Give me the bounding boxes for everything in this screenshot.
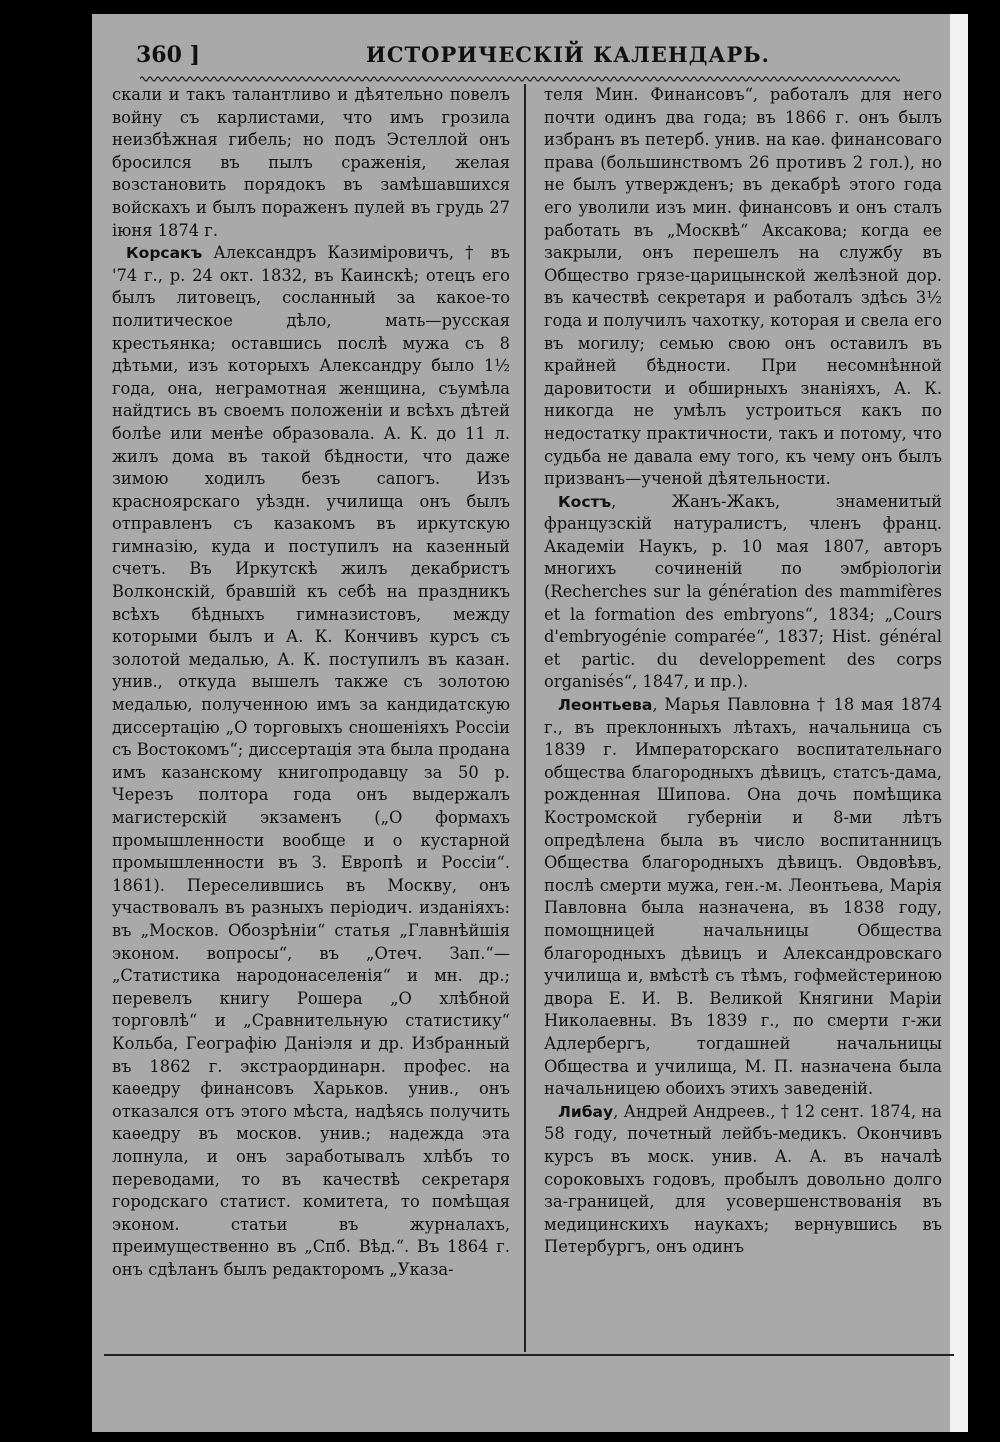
page-header (136, 42, 906, 76)
entry-paragraph (544, 694, 942, 1101)
right-column (544, 84, 942, 1352)
entry-text: теля Мин. Финансовъ“, работалъ для него почти одинъ два года; въ 1866 г. онъ былъ избранъ въ петерб. унив. на каѳ. финансоваго права (большинствомъ 26 противъ 2 гол.), но не былъ утвержденъ; въ декабрѣ этого года его уволили изъ мин. финансовъ и онъ сталъ работать въ „Москвѣ“ Аксакова; когда ее закрыли, онъ перешелъ на службу въ Общество грязе-царицынской желѣзной дор. въ качествѣ секретаря и работалъ здѣсь 3½ года и получилъ чахотку, которая и свела его въ могилу; семью свою онъ оставилъ въ крайней бѣдности. При несомнѣнной даровитости и обширныхъ знаніяхъ, А. К. никогда не умѣлъ устроиться какъ по недостатку практичности, такъ и потому, что судьба не давала ему того, къ чему онъ былъ призванъ—ученой дѣятельности. (544, 85, 942, 489)
running-title: ИСТОРИЧЕСКІЙ КАЛЕНДАРЬ. (366, 42, 770, 67)
entry-paragraph (544, 84, 942, 491)
entry-text: скали и такъ талантливо и дѣятельно повелъ войну съ карлистами, что имъ грозила неизбѣжная гибель; но подъ Эстеллой онъ бросился въ пылъ сраженія, желая возстановить порядокъ въ замѣшавшихся войскахъ и былъ пораженъ пулей въ грудь 27 іюня 1874 г. (112, 85, 510, 240)
left-column (112, 84, 510, 1352)
entry-paragraph (544, 1101, 942, 1259)
entry-paragraph (544, 491, 942, 694)
entry-paragraph (112, 84, 510, 242)
text-columns (112, 84, 948, 1352)
entry-headword: Леонтьева (558, 696, 653, 715)
entry-text: , Андрей Андреев., † 12 сент. 1874, на 58 году, почетный лейбъ-медикъ. Окончивъ курсъ въ моск. унив. А. А. въ началѣ сороковыхъ годовъ, пробылъ довольно долго за-границей, для усовершенствованія въ медицинскихъ наукахъ; вернувшись въ Петербургъ, онъ одинъ (544, 1101, 942, 1257)
entry-headword: Корсакъ (126, 244, 203, 263)
entry-headword: Либау (558, 1102, 614, 1121)
entry-text: , Жанъ-Жакъ, знаменитый французскій натуралистъ, членъ франц. Академіи Наукъ, р. 10 мая 1807, авторъ многихъ сочиненій по эмбріологіи (Recherches sur la génération des mammifères et la formation des embryons“, 1834; „Cours d'embryogénie comparée“, 1837; Hist. général et partic. du developpement des corps organisés“, 1847, и пр.). (544, 491, 942, 692)
page-edge (950, 14, 968, 1432)
entry-text: , Марья Павловна † 18 мая 1874 г., въ преклонныхъ лѣтахъ, начальница съ 1839 г. Императорскаго воспитательнаго общества благородныхъ дѣвицъ, статсъ-дама, рожденная Шипова. Она дочь помѣщика Костромской губерніи и 8-ми лѣтъ опредѣлена была въ число воспитанницъ Общества благородныхъ дѣвицъ. Овдовѣвъ, послѣ смерти мужа, ген.-м. Леонтьева, Марія Павловна была назначена, въ 1838 году, помощницей начальницы Общества благородныхъ дѣвицъ и Александровскаго училища и, вмѣстѣ съ тѣмъ, гофмейстериною двора Е. И. В. Великой Княгини Маріи Николаевны. Въ 1839 г., по смерти г-жи Адлербергъ, тогдашней начальницы Общества и училища, М. П. назначена была начальницею обоихъ этихъ заведеній. (544, 695, 942, 1099)
bottom-rule (104, 1354, 954, 1356)
entry-paragraph (112, 242, 510, 1281)
wavy-rule (140, 74, 900, 84)
book-page (92, 14, 968, 1432)
column-divider (524, 84, 526, 1352)
page-number: 360 ] (136, 42, 200, 68)
entry-text: Александръ Казиміровичъ, † въ '74 г., р. 24 окт. 1832, въ Каинскѣ; отецъ его былъ литовецъ, сосланный за какое-то политическое дѣло, мать—русская крестьянка; оставшись послѣ мужа съ 8 дѣтьми, изъ которыхъ Александру было 1½ года, она, неграмотная женщина, съумѣла найдтись въ своемъ положеніи и всѣхъ дѣтей болѣе или менѣе образовала. А. К. до 11 л. жилъ дома въ такой бѣдности, что даже зимою ходилъ безъ сапогъ. Изъ красноярскаго уѣздн. училища онъ былъ отправленъ съ казакомъ въ иркутскую гимназію, куда и поступилъ на казенный счетъ. Въ Иркутскѣ жилъ декабристъ Волконскій, бравшій къ себѣ на праздникъ всѣхъ бѣдныхъ гимназистовъ, между которыми былъ и А. К. Кончивъ курсъ съ золотой медалью, А. К. поступилъ въ казан. унив., откуда вышелъ также съ золотою медалью, полученною имъ за кандидатскую диссертацію „О торговыхъ сношеніяхъ Россіи съ Востокомъ“; диссертація эта была продана имъ казанскому книгопродавцу за 50 р. Черезъ полтора года онъ выдержалъ магистерскій экзаменъ („О формахъ промышленности вообще и о кустарной промышленности въ З. Европѣ и Россіи“. 1861). Переселившись въ Москву, онъ участвовалъ въ разныхъ періодич. изданіяхъ: въ „Москов. Обозрѣніи“ статья „Главнѣйшія эконом. вопросы“, въ „Отеч. Зап.“—„Статистика народонаселенія“ и мн. др.; перевелъ книгу Рошера „О хлѣбной торговлѣ“ и „Сравнительную статистику“ Кольба, Географію Даніэля и др. Избранный въ 1862 г. экстраординарн. профес. на каѳедру финансовъ Харьков. унив., онъ отказался отъ этого мѣста, надѣясь получить каѳедру въ москов. унив.; надежда эта лопнула, и онъ заработывалъ хлѣбъ то переводами, то въ качествѣ секретаря городскаго статист. комитета, то помѣщая эконом. статьи въ журналахъ, преимущественно въ „Спб. Вѣд.“. Въ 1864 г. онъ сдѣланъ былъ редакторомъ „Указа- (112, 243, 510, 1279)
entry-headword: Костъ (558, 492, 612, 511)
